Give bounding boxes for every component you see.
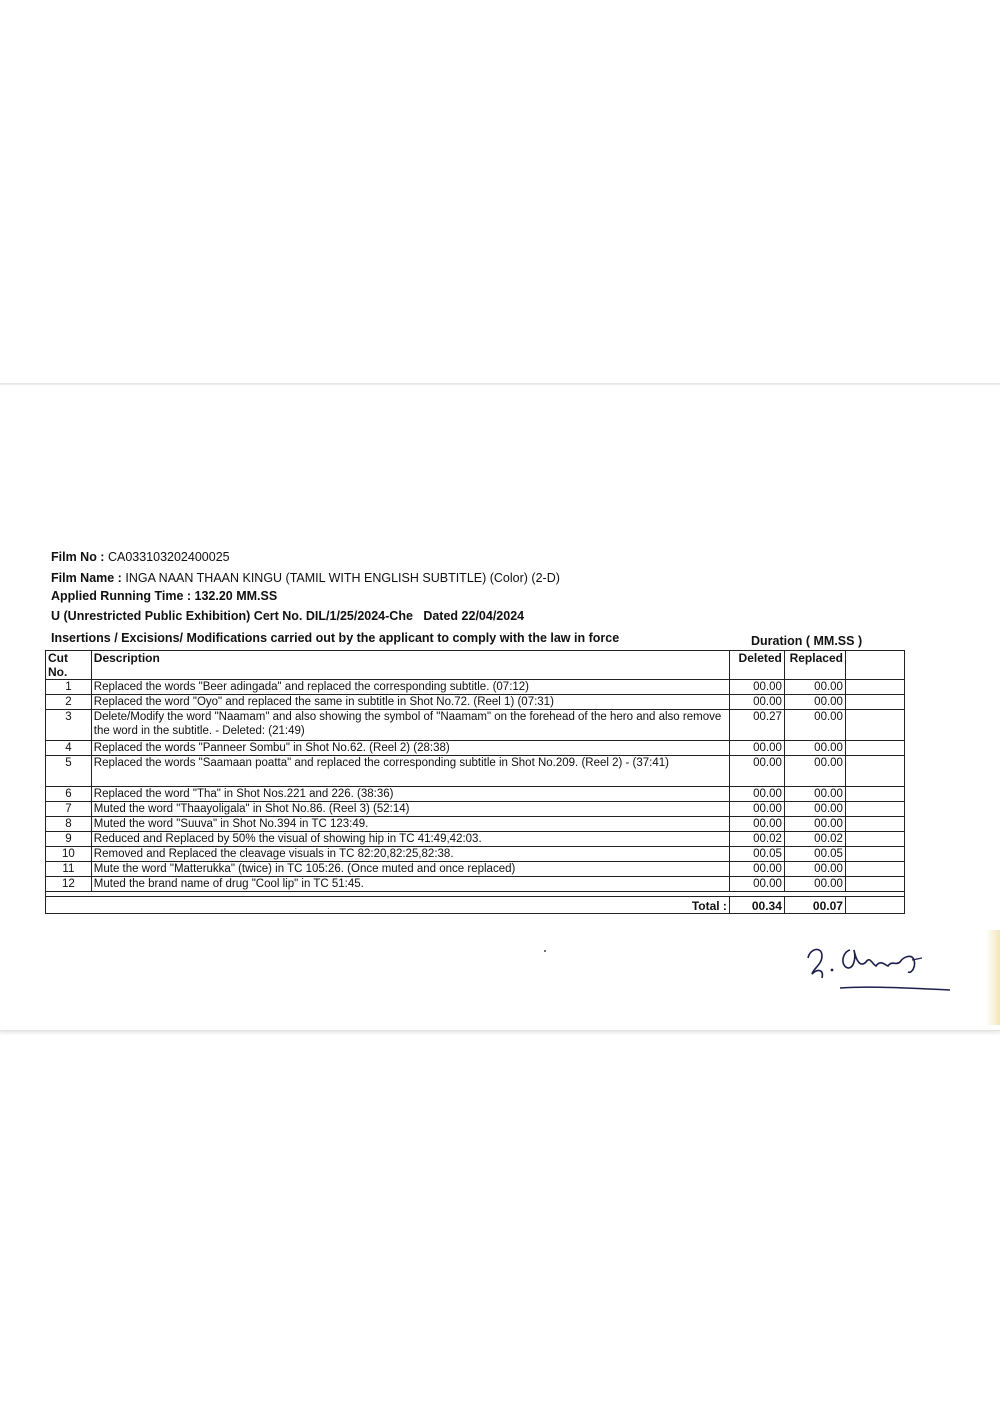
cut-replaced: 00.02	[784, 832, 845, 847]
cut-deleted: 00.00	[729, 817, 784, 832]
certificate-label: U (Unrestricted Public Exhibition) Cert No.	[51, 609, 303, 623]
total-replaced: 00.07	[784, 897, 845, 914]
cut-deleted: 00.27	[729, 710, 784, 741]
scan-speck	[544, 950, 546, 952]
total-deleted: 00.34	[729, 897, 784, 914]
blank-cell	[845, 877, 904, 892]
film-name-label: Film Name :	[51, 571, 122, 585]
cut-no: 8	[46, 817, 92, 832]
cut-deleted: 00.02	[729, 832, 784, 847]
cut-deleted: 00.00	[729, 862, 784, 877]
cut-deleted: 00.00	[729, 695, 784, 710]
cut-description: Mute the word "Matterukka" (twice) in TC 105:26. (Once muted and once replaced)	[91, 862, 729, 877]
cut-description: Replaced the words "Panneer Sombu" in Shot No.62. (Reel 2) (28:38)	[91, 741, 729, 756]
cut-description: Delete/Modify the word "Naamam" and also showing the symbol of "Naamam" on the forehead of the hero and also remove the word in the subtitle. - Deleted: (21:49)	[91, 710, 729, 741]
section-heading: Insertions / Excisions/ Modifications carried out by the applicant to comply with the law in force	[51, 631, 620, 645]
blank-cell	[845, 710, 904, 741]
dated-value: 22/04/2024	[461, 609, 525, 623]
total-label: Total :	[46, 897, 730, 914]
cut-no: 10	[46, 847, 92, 862]
cuts-table-body	[46, 680, 905, 914]
certificate-number: DIL/1/25/2024-Che	[305, 609, 413, 623]
table-row	[46, 847, 905, 862]
blank-cell	[845, 695, 904, 710]
cut-replaced: 00.00	[784, 741, 845, 756]
cut-no: 1	[46, 680, 92, 695]
paper-edge-stain	[986, 930, 1000, 1025]
cut-deleted: 00.00	[729, 802, 784, 817]
blank-cell	[845, 756, 904, 787]
blank-cell	[845, 680, 904, 695]
cut-replaced: 00.00	[784, 862, 845, 877]
col-header-blank	[845, 651, 904, 680]
handwritten-signature	[800, 938, 955, 998]
cut-no: 2	[46, 695, 92, 710]
cut-deleted: 00.00	[729, 741, 784, 756]
cut-description: Removed and Replaced the cleavage visuals in TC 82:20,82:25,82:38.	[91, 847, 729, 862]
cut-deleted: 00.00	[729, 756, 784, 787]
cut-replaced: 00.00	[784, 787, 845, 802]
cut-deleted: 00.00	[729, 787, 784, 802]
blank-cell	[845, 741, 904, 756]
total-row	[46, 897, 905, 914]
cut-no: 12	[46, 877, 92, 892]
cut-deleted: 00.00	[729, 680, 784, 695]
cut-no: 5	[46, 756, 92, 787]
table-row	[46, 862, 905, 877]
duration-heading: Duration ( MM.SS )	[751, 634, 863, 648]
table-row	[46, 802, 905, 817]
cut-no: 4	[46, 741, 92, 756]
blank-cell	[845, 862, 904, 877]
table-row	[46, 695, 905, 710]
col-header-cut-no: Cut No.	[46, 651, 92, 680]
cut-replaced: 00.05	[784, 847, 845, 862]
running-time-line	[51, 589, 277, 603]
cut-description: Replaced the words "Beer adingada" and replaced the corresponding subtitle. (07:12)	[91, 680, 729, 695]
table-row	[46, 680, 905, 695]
blank-cell	[845, 802, 904, 817]
cut-no: 11	[46, 862, 92, 877]
certificate-line	[51, 609, 524, 623]
film-no-label: Film No :	[51, 550, 105, 564]
film-no-value: CA033103202400025	[107, 550, 230, 564]
cut-description: Replaced the word "Tha" in Shot Nos.221 and 226. (38:36)	[91, 787, 729, 802]
dated-label: Dated	[423, 609, 459, 623]
cuts-table	[45, 650, 905, 914]
cut-no: 9	[46, 832, 92, 847]
running-time-value: 132.20 MM.SS	[194, 589, 278, 603]
cut-replaced: 00.00	[784, 695, 845, 710]
table-row	[46, 756, 905, 787]
cut-replaced: 00.00	[784, 802, 845, 817]
cut-no: 3	[46, 710, 92, 741]
cut-description: Muted the brand name of drug "Cool lip" in TC 51:45.	[91, 877, 729, 892]
cut-description: Replaced the word "Oyo" and replaced the same in subtitle in Shot No.72. (Reel 1) (07:31)	[91, 695, 729, 710]
table-row	[46, 817, 905, 832]
blank-cell	[845, 787, 904, 802]
table-row	[46, 741, 905, 756]
cut-description: Reduced and Replaced by 50% the visual of showing hip in TC 41:49,42:03.	[91, 832, 729, 847]
table-header-row	[46, 651, 905, 680]
table-row	[46, 832, 905, 847]
table-row	[46, 877, 905, 892]
blank-cell	[845, 832, 904, 847]
blank-cell	[845, 897, 904, 914]
blank-cell	[845, 847, 904, 862]
cut-deleted: 00.05	[729, 847, 784, 862]
cut-replaced: 00.00	[784, 710, 845, 741]
col-header-deleted: Deleted	[729, 651, 784, 680]
cut-replaced: 00.00	[784, 817, 845, 832]
film-name-line	[51, 571, 560, 585]
cut-replaced: 00.00	[784, 680, 845, 695]
running-time-label: Applied Running Time :	[51, 589, 192, 603]
cut-description: Muted the word "Suuva" in Shot No.394 in TC 123:49.	[91, 817, 729, 832]
col-header-replaced: Replaced	[784, 651, 845, 680]
col-header-description: Description	[91, 651, 729, 680]
film-name-value: INGA NAAN THAAN KINGU (TAMIL WITH ENGLISH SUBTITLE) (Color) (2-D)	[125, 571, 560, 585]
cut-no: 7	[46, 802, 92, 817]
cut-no: 6	[46, 787, 92, 802]
cut-deleted: 00.00	[729, 877, 784, 892]
table-row	[46, 710, 905, 741]
blank-cell	[845, 817, 904, 832]
table-row	[46, 787, 905, 802]
film-no-line	[51, 550, 230, 564]
cut-replaced: 00.00	[784, 756, 845, 787]
cut-description: Muted the word "Thaayoligala" in Shot No.86. (Reel 3) (52:14)	[91, 802, 729, 817]
cut-description: Replaced the words "Saamaan poatta" and replaced the corresponding subtitle in Shot No.209. (Reel 2) - (37:41)	[91, 756, 729, 787]
cut-replaced: 00.00	[784, 877, 845, 892]
